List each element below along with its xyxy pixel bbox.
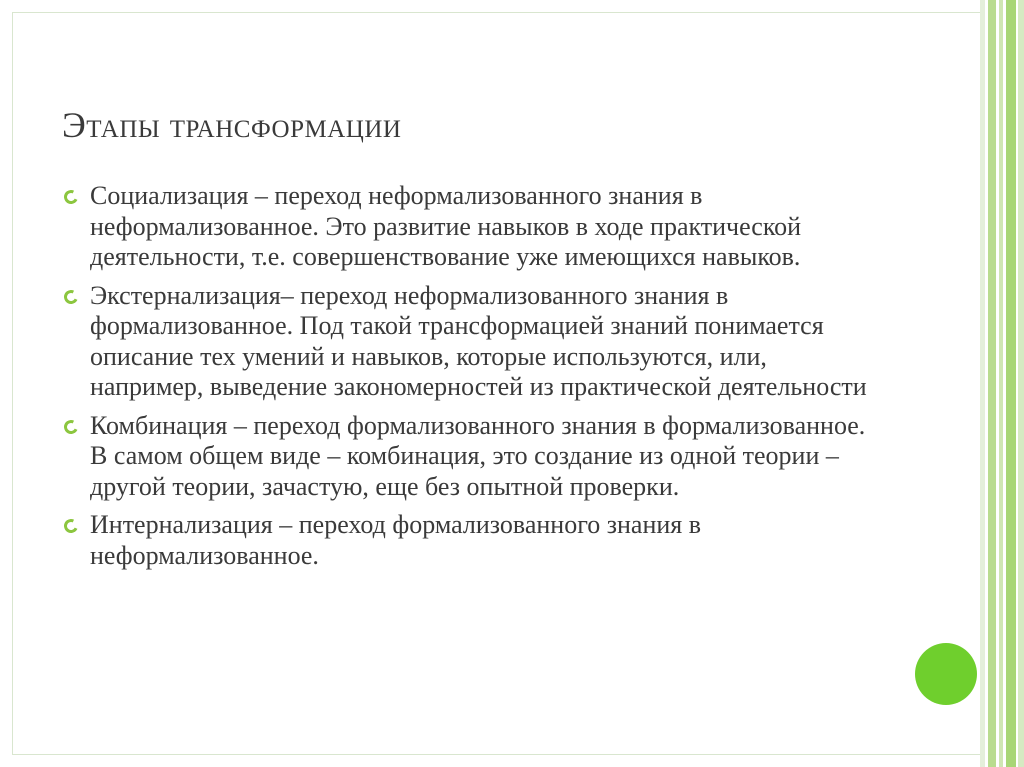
decorative-circle-icon [915,643,977,705]
bullet-text: Интернализация – переход формализованного знания в неформализованное. [90,510,702,570]
decorative-stripe [1018,0,1024,767]
decorative-stripe [999,0,1003,767]
bullet-item-socialization [66,181,886,273]
decorative-stripe [988,0,996,767]
bullet-item-combination [66,411,886,503]
slide-title: Этапы трансформации [62,105,402,145]
bullet-text: Экстернализация– переход неформализованного знания в формализованное. Под такой трансформацией знаний понимается описание тех умений и навыков, которые используются, или, например, выведение закономерностей из практической деятельности [90,280,867,401]
bullet-item-externalization [66,281,886,403]
bullet-list [66,181,886,579]
decorative-stripe [980,0,985,767]
decorative-stripe [1006,0,1016,767]
bullet-text: Социализация – переход неформализованного знания в неформализованное. Это развитие навыков в ходе практической деятельности, т.е. совершенствование уже имеющихся навыков. [90,181,802,271]
bullet-item-internalization [66,510,886,571]
bullet-text: Комбинация – переход формализованного знания в формализованное. В самом общем виде – комбинация, это создание из одной теории – другой теории, зачастую, еще без опытной проверки. [90,410,866,501]
